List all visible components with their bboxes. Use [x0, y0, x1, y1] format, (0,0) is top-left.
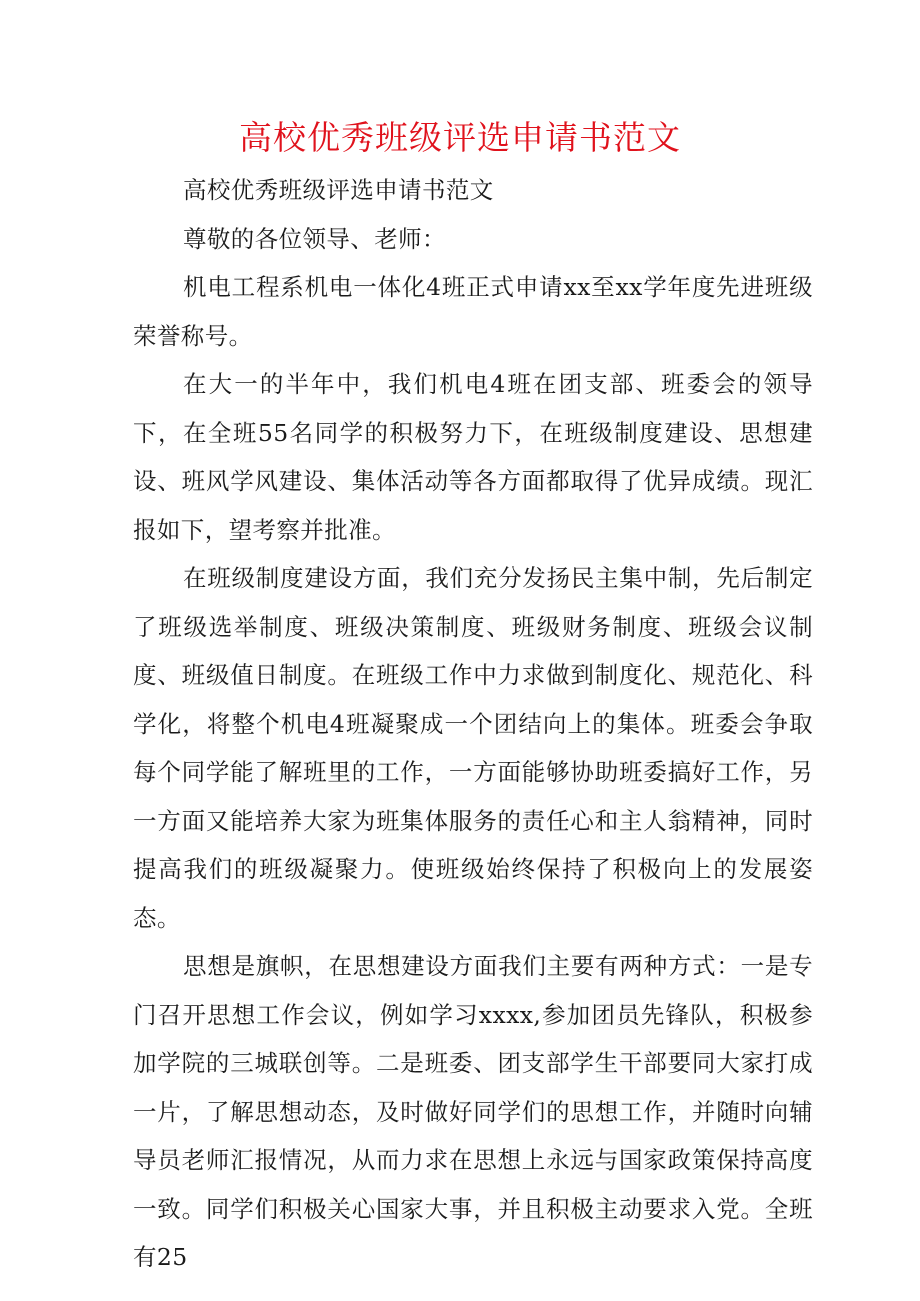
document-body — [133, 166, 813, 1282]
paragraph-system-building: 在班级制度建设方面，我们充分发扬民主集中制，先后制定了班级选举制度、班级决策制度、班级财务制度、班级会议制度、班级值日制度。在班级工作中力求做到制度化、规范化、科学化，将整个机电4班凝聚成一个团结向上的集体。班委会争取每个同学能了解班里的工作，一方面能够协助班委搞好工作，另一方面又能培养大家为班集体服务的责任心和主人翁精神，同时提高我们的班级凝聚力。使班级始终保持了积极向上的发展姿态。 — [133, 564, 813, 932]
paragraph-overview: 在大一的半年中，我们机电4班在团支部、班委会的领导下，在全班55名同学的积极努力下，在班级制度建设、思想建设、班风学风建设、集体活动等各方面都取得了优异成绩。现汇报如下，望考察并批准。 — [133, 370, 813, 544]
paragraph-salutation: 尊敬的各位领导、老师： — [183, 224, 446, 253]
document-title: 高校优秀班级评选申请书范文 — [239, 118, 681, 157]
paragraph-ideology-building: 思想是旗帜，在思想建设方面我们主要有两种方式：一是专门召开思想工作会议，例如学习xxxx,参加团员先锋队，积极参加学院的三城联创等。二是班委、团支部学生干部要同大家打成一片，了解思想动态，及时做好同学们的思想工作，并随时向辅导员老师汇报情况，从而力求在思想上永远与国家政策保持高度一致。同学们积极关心国家大事，并且积极主动要求入党。全班有25 — [133, 952, 813, 1271]
paragraph-application: 机电工程系机电一体化4班正式申请xx至xx学年度先进班级荣誉称号。 — [133, 273, 813, 350]
paragraph-subtitle: 高校优秀班级评选申请书范文 — [183, 176, 494, 204]
